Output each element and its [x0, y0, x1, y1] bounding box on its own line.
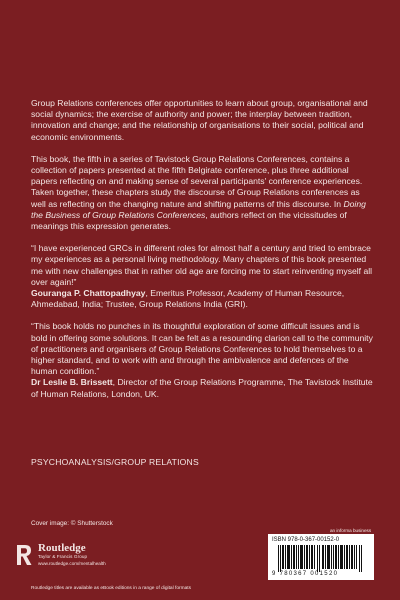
endorser-2-affiliation: , Director of the Group Relations Programme, The Tavistock Institute of Human Relations, London, UK. [31, 377, 373, 399]
endorser-1-name: Gouranga P. Chattopadhyay [31, 288, 146, 299]
blurb-p2-text-start: This book, the fifth in a series of Tavistock Group Relations Conferences, contains a collection of papers presented at the fifth Belgirate conference, plus three additional papers reflecting on and making sense of several participants' conference experiences. Taken together, these chapters study the discourse of Group Relations conferences as well as reflecting on the changing nature and shifting patterns of this discourse. In [31, 153, 363, 209]
publisher-text [38, 543, 106, 567]
cover-image-credit: Cover image: © Shutterstock [31, 520, 113, 527]
blurb [31, 98, 376, 411]
publisher-block [14, 540, 106, 570]
endorsement-2-quote: “This book holds no punches in its thoughtful exploration of some difficult issues and is bold in offering some solutions. It can be felt as a resounding clarion call to the community of practitioners and organisers of Group Relations Conferences to hold themselves to a higher standard, and to work with and through the ambivalence and defences of the human condition.” [31, 321, 373, 377]
subject-category: PSYCHOANALYSIS/GROUP RELATIONS [31, 457, 199, 467]
publisher-group: Taylor & Francis Group [38, 554, 88, 559]
barcode-box [268, 534, 374, 580]
ebook-notice: Routledge titles are available as eBook editions in a range of digital formats [31, 586, 191, 591]
book-title-italic: Doing the Business of Group Relations Conferences [31, 198, 366, 220]
publisher-name: Routledge [38, 542, 86, 554]
endorser-2-name: Dr Leslie B. Brissett [31, 377, 113, 388]
blurb-paragraph-2 [31, 154, 376, 232]
publisher-url[interactable]: www.routledge.com/mentalhealth [38, 561, 106, 566]
barcode-number: 9 780367 001520 [272, 571, 339, 577]
endorsement-1-quote: “I have experienced GRCs in different roles for almost half a century and tried to embrace my experiences as a personal living methodology. Many chapters of this book presented me with new challenges that in rather old age are forcing me to start reinventing myself all over again!” [31, 243, 373, 287]
endorser-1-affiliation: , Emeritus Professor, Academy of Human Resource, Ahmedabad, India; Trustee, Group Relations India (GRI). [31, 288, 345, 310]
blurb-paragraph-1: Group Relations conferences offer opportunities to learn about group, organisational and social dynamics; the exercise of authority and power; the interplay between tradition, innovation and change; and the relationship of organisations to their social, political and economic environments. [31, 98, 368, 142]
informa-tagline: an informa business [330, 528, 372, 533]
endorsement-2 [31, 321, 376, 399]
isbn-label: ISBN 978-0-367-00152-0 [272, 537, 340, 543]
routledge-logo-icon [14, 542, 34, 568]
endorsement-1 [31, 243, 376, 310]
blurb-p2-text-end: , authors reflect on the vicissitudes of meanings this expression generates. [31, 209, 347, 232]
barcode-icon [272, 545, 370, 572]
